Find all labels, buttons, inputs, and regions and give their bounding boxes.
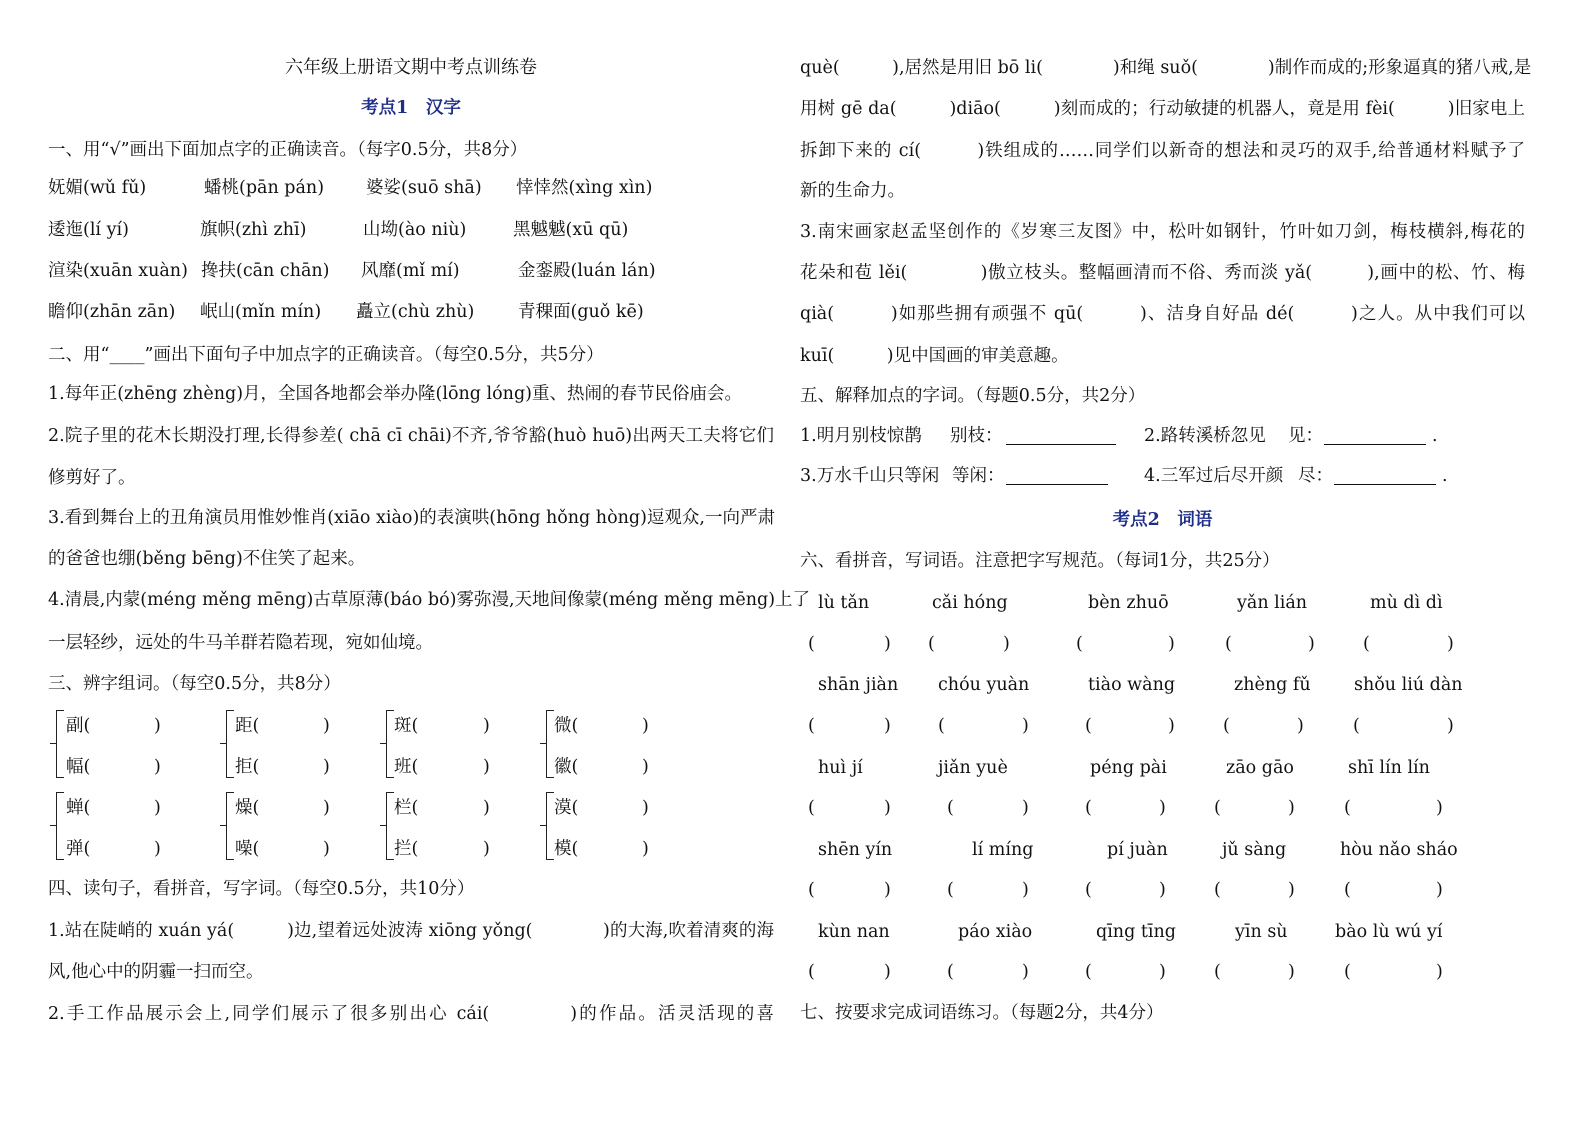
- close-paren: ): [483, 798, 490, 818]
- pinyin-item: 蟠桃(pān pán): [204, 178, 325, 198]
- pinyin-word: zāo gāo: [1226, 758, 1294, 778]
- sentence-line: qià( )如那些拥有顽强不 qū( )、洁身自好品 dé( )之人。从中我们可以: [800, 304, 1525, 324]
- close-paren: ): [154, 839, 161, 859]
- pinyin-item: 山坳(ào niù): [363, 220, 467, 240]
- close-paren: ): [642, 839, 649, 859]
- sentence-line: 拆卸下来的 cí( )铁组成的……同学们以新奇的想法和灵巧的双手,给普通材料赋予了: [800, 141, 1525, 161]
- answer-box-open[interactable]: (: [808, 880, 815, 900]
- section-4-heading: 四、读句子，看拼音，写字词。（每空0.5分，共10分）: [48, 879, 475, 899]
- answer-blank[interactable]: [1334, 484, 1436, 485]
- pinyin-row: [48, 256, 774, 286]
- idiom-key: 等闲：: [952, 466, 1005, 486]
- char-item: 蝉(: [66, 798, 91, 818]
- answer-box-open[interactable]: (: [808, 962, 815, 982]
- idiom-key: 见：: [1288, 426, 1323, 446]
- close-paren: ): [323, 716, 330, 736]
- pinyin-item: 渲染(xuān xuàn): [48, 261, 188, 281]
- char-item: 漠(: [554, 798, 579, 818]
- answer-box-open[interactable]: (: [1214, 798, 1221, 818]
- char-item: 弹(: [66, 839, 91, 859]
- pinyin-word: huì jí: [818, 758, 863, 778]
- answer-blank[interactable]: [1324, 444, 1426, 445]
- pinyin-item: 瞻仰(zhān zān): [48, 302, 176, 322]
- section-3-heading: 三、辨字组词。（每空0.5分，共8分）: [48, 674, 341, 694]
- char-item: 噪(: [235, 839, 260, 859]
- answer-box-close: ): [1436, 880, 1443, 900]
- pinyin-word: shān jiàn: [818, 675, 899, 695]
- answer-box-open[interactable]: (: [938, 716, 945, 736]
- answer-box-close: ): [1022, 716, 1029, 736]
- answer-box-open[interactable]: (: [1223, 716, 1230, 736]
- answer-box-close: ): [1447, 716, 1454, 736]
- char-item: 燥(: [235, 798, 260, 818]
- pinyin-word: lù tǎn: [818, 593, 870, 613]
- answer-box-open[interactable]: (: [1085, 880, 1092, 900]
- answer-box-close: ): [1159, 798, 1166, 818]
- topic-2-heading: 考点2 词语: [1112, 510, 1213, 530]
- section-5-heading: 五、解释加点的字词。（每题0.5分，共2分）: [800, 386, 1146, 406]
- brace-bracket: [546, 710, 554, 778]
- blank-end: .: [1442, 466, 1448, 486]
- char-item: 微(: [554, 716, 579, 736]
- section-7-heading: 七、按要求完成词语练习。（每题2分，共4分）: [800, 1003, 1164, 1023]
- close-paren: ): [642, 757, 649, 777]
- pinyin-item: 矗立(chù zhù): [356, 302, 475, 322]
- brace-bracket: [226, 710, 234, 778]
- sentence-line: 新的生命力。: [800, 181, 905, 201]
- char-item: 班(: [394, 757, 419, 777]
- answer-blank[interactable]: [1006, 484, 1108, 485]
- answer-box-open[interactable]: (: [947, 880, 954, 900]
- brace-bracket: [56, 792, 64, 860]
- pinyin-word: bào lù wú yí: [1335, 922, 1443, 942]
- answer-box-close: ): [1288, 880, 1295, 900]
- brace-bracket: [546, 792, 554, 860]
- idiom-key: 别枝：: [950, 426, 1003, 446]
- sentence-line: què( ),居然是用旧 bō li( )和绳 suǒ( )制作而成的;形象逼真的猪八戒,是: [800, 58, 1532, 78]
- pinyin-item: 旗帜(zhì zhī): [200, 220, 307, 240]
- section-2-heading: 二、用“____”画出下面句子中加点字的正确读音。（每空0.5分，共5分）: [48, 345, 604, 365]
- pinyin-item: 妩媚(wǔ fǔ): [48, 178, 147, 198]
- answer-box-close: ): [884, 716, 891, 736]
- sentence-line: 2.手工作品展示会上,同学们展示了很多别出心 cái( )的作品。活灵活现的喜: [48, 1004, 774, 1024]
- pinyin-item: 逶迤(lí yí): [48, 220, 129, 240]
- answer-box-open[interactable]: (: [1344, 962, 1351, 982]
- pinyin-item: 青稞面(guǒ kē): [518, 302, 644, 322]
- pinyin-row: [48, 297, 774, 327]
- answer-box-open[interactable]: (: [1085, 798, 1092, 818]
- pinyin-word: mù dì dì: [1370, 593, 1443, 613]
- char-item: 幅(: [66, 757, 91, 777]
- answer-box-open[interactable]: (: [1353, 716, 1360, 736]
- close-paren: ): [154, 757, 161, 777]
- sentence-line: 3.南宋画家赵孟坚创作的《岁寒三友图》中，松叶如钢针，竹叶如刀剑，梅枝横斜,梅花的: [800, 222, 1525, 242]
- left-column: [48, 0, 811, 1122]
- sentence-line: 一层轻纱，远处的牛马羊群若隐若现，宛如仙境。: [48, 633, 433, 653]
- answer-box-open[interactable]: (: [1344, 880, 1351, 900]
- sentence-line: 3.看到舞台上的丑角演员用惟妙惟肖(xiāo xiào)的表演哄(hōng hǒng hòng)逗观众,一向严肃: [48, 508, 775, 528]
- pinyin-word: jǔ sàng: [1222, 840, 1287, 860]
- pinyin-word: yīn sù: [1235, 922, 1288, 942]
- answer-box-open[interactable]: (: [1085, 962, 1092, 982]
- pinyin-word: bèn zhuō: [1088, 593, 1169, 613]
- answer-box-open[interactable]: (: [1085, 716, 1092, 736]
- close-paren: ): [483, 716, 490, 736]
- char-item: 拦(: [394, 839, 419, 859]
- sentence-line: kuī( )见中国画的审美意趣。: [800, 346, 1069, 366]
- char-item: 副(: [66, 716, 91, 736]
- brace-bracket: [386, 792, 394, 860]
- char-item: 拒(: [235, 757, 260, 777]
- blank-end: .: [1432, 426, 1438, 446]
- answer-box-close: ): [1436, 962, 1443, 982]
- pinyin-word: kùn nan: [818, 922, 890, 942]
- pinyin-item: 黑魆魆(xū qū): [513, 220, 629, 240]
- pinyin-word: hòu nǎo sháo: [1340, 840, 1458, 860]
- brace-bracket: [56, 710, 64, 778]
- sentence-line: 的爸爸也绷(běng bēng)不住笑了起来。: [48, 549, 366, 569]
- answer-box-open[interactable]: (: [808, 634, 815, 654]
- pinyin-word: zhèng fǔ: [1234, 675, 1311, 695]
- pinyin-word: yǎn lián: [1237, 593, 1308, 613]
- pinyin-word: lí míng: [972, 840, 1034, 860]
- answer-box-close: ): [1447, 634, 1454, 654]
- answer-box-open[interactable]: (: [1214, 880, 1221, 900]
- answer-box-close: ): [1297, 716, 1304, 736]
- answer-box-open[interactable]: (: [1344, 798, 1351, 818]
- section-1-heading: 一、用“√”画出下面加点字的正确读音。（每字0.5分，共8分）: [48, 140, 528, 160]
- sentence-line: 花朵和苞 lěi( )傲立枝头。整幅画清而不俗、秀而淡 yǎ( ),画中的松、竹、梅: [800, 263, 1525, 283]
- answer-box-close: ): [1288, 798, 1295, 818]
- answer-box-close: ): [1003, 634, 1010, 654]
- answer-box-close: ): [1022, 962, 1029, 982]
- answer-box-open[interactable]: (: [1225, 634, 1232, 654]
- sentence-line: 用树 gē da( )diāo( )刻而成的；行动敏捷的机器人，竟是用 fèi( )旧家电上: [800, 99, 1525, 119]
- sentence-line: 4.清晨,内蒙(méng měng mēng)古草原薄(báo bó)雾弥漫,天地间像蒙(méng měng mēng)上了: [48, 590, 811, 610]
- pinyin-item: 婆娑(suō shā): [366, 178, 482, 198]
- pinyin-word: shī lín lín: [1348, 758, 1430, 778]
- brace-bracket: [386, 710, 394, 778]
- char-item: 距(: [235, 716, 260, 736]
- pinyin-word: shēn yín: [818, 840, 893, 860]
- pinyin-item: 悻悻然(xìng xìn): [516, 178, 653, 198]
- answer-box-close: ): [1308, 634, 1315, 654]
- brace-bracket: [226, 792, 234, 860]
- char-item: 栏(: [394, 798, 419, 818]
- answer-box-open[interactable]: (: [947, 798, 954, 818]
- answer-box-close: ): [1159, 880, 1166, 900]
- pinyin-item: 金銮殿(luán lán): [518, 261, 656, 281]
- pinyin-word: páo xiào: [958, 922, 1033, 942]
- answer-box-close: ): [1168, 634, 1175, 654]
- pinyin-item: 岷山(mǐn mín): [200, 302, 322, 322]
- answer-box-open[interactable]: (: [1076, 634, 1083, 654]
- right-column: [800, 0, 1532, 1122]
- idiom-key: 尽：: [1298, 466, 1333, 486]
- pinyin-word: péng pài: [1090, 758, 1167, 778]
- pinyin-word: cǎi hóng: [932, 593, 1008, 613]
- pinyin-word: jiǎn yuè: [938, 758, 1008, 778]
- section-6-heading: 六、看拼音，写词语。注意把字写规范。（每词1分，共25分）: [800, 551, 1280, 571]
- answer-box-open[interactable]: (: [947, 962, 954, 982]
- close-paren: ): [642, 716, 649, 736]
- close-paren: ): [483, 757, 490, 777]
- close-paren: ): [323, 798, 330, 818]
- close-paren: ): [483, 839, 490, 859]
- answer-box-close: ): [884, 634, 891, 654]
- pinyin-word: pí juàn: [1107, 840, 1168, 860]
- answer-box-close: ): [1022, 798, 1029, 818]
- answer-box-close: ): [884, 798, 891, 818]
- pinyin-item: 搀扶(cān chān): [201, 261, 330, 281]
- idiom-question: 2.路转溪桥忽见: [1144, 426, 1266, 446]
- pinyin-word: shǒu liú dàn: [1354, 675, 1463, 695]
- idiom-question: 3.万水千山只等闲: [800, 466, 940, 486]
- close-paren: ): [323, 757, 330, 777]
- char-item: 模(: [554, 839, 579, 859]
- sentence-line: 修剪好了。: [48, 468, 136, 488]
- pinyin-row: [48, 215, 774, 245]
- idiom-question: 4.三军过后尽开颜: [1144, 466, 1284, 486]
- char-item: 徽(: [554, 757, 579, 777]
- answer-box-open[interactable]: (: [808, 716, 815, 736]
- close-paren: ): [154, 798, 161, 818]
- answer-box-open[interactable]: (: [1363, 634, 1370, 654]
- answer-box-open[interactable]: (: [808, 798, 815, 818]
- close-paren: ): [323, 839, 330, 859]
- sentence-line: 1.站在陡峭的 xuán yá( )边,望着远处波涛 xiōng yǒng( )的大海,吹着清爽的海: [48, 921, 774, 941]
- answer-box-close: ): [1168, 716, 1175, 736]
- close-paren: ): [642, 798, 649, 818]
- sentence-line: 风,他心中的阴霾一扫而空。: [48, 962, 264, 982]
- page-title: 六年级上册语文期中考点训练卷: [285, 57, 537, 78]
- pinyin-word: tiào wàng: [1088, 675, 1176, 695]
- sentence-line: 1.每年正(zhēng zhèng)月，全国各地都会举办隆(lōng lóng)重、热闹的春节民俗庙会。: [48, 384, 742, 404]
- topic-1-heading: 考点1 汉字: [361, 98, 461, 118]
- pinyin-word: qīng tīng: [1096, 922, 1176, 942]
- pinyin-word: chóu yuàn: [938, 675, 1030, 695]
- answer-box-close: ): [884, 880, 891, 900]
- answer-blank[interactable]: [1006, 444, 1116, 445]
- char-item: 斑(: [394, 716, 419, 736]
- idiom-question: 1.明月别枝惊鹊: [800, 426, 922, 446]
- answer-box-close: ): [1288, 962, 1295, 982]
- answer-box-close: ): [1159, 962, 1166, 982]
- answer-box-close: ): [1436, 798, 1443, 818]
- close-paren: ): [154, 716, 161, 736]
- pinyin-row: [48, 173, 774, 203]
- answer-box-close: ): [884, 962, 891, 982]
- answer-box-open[interactable]: (: [1214, 962, 1221, 982]
- pinyin-item: 风靡(mǐ mí): [361, 261, 460, 281]
- answer-box-open[interactable]: (: [928, 634, 935, 654]
- sentence-line: 2.院子里的花木长期没打理,长得参差( chā cī chāi)不齐,爷爷豁(huò huō)出两天工夫将它们: [48, 426, 774, 446]
- answer-box-close: ): [1022, 880, 1029, 900]
